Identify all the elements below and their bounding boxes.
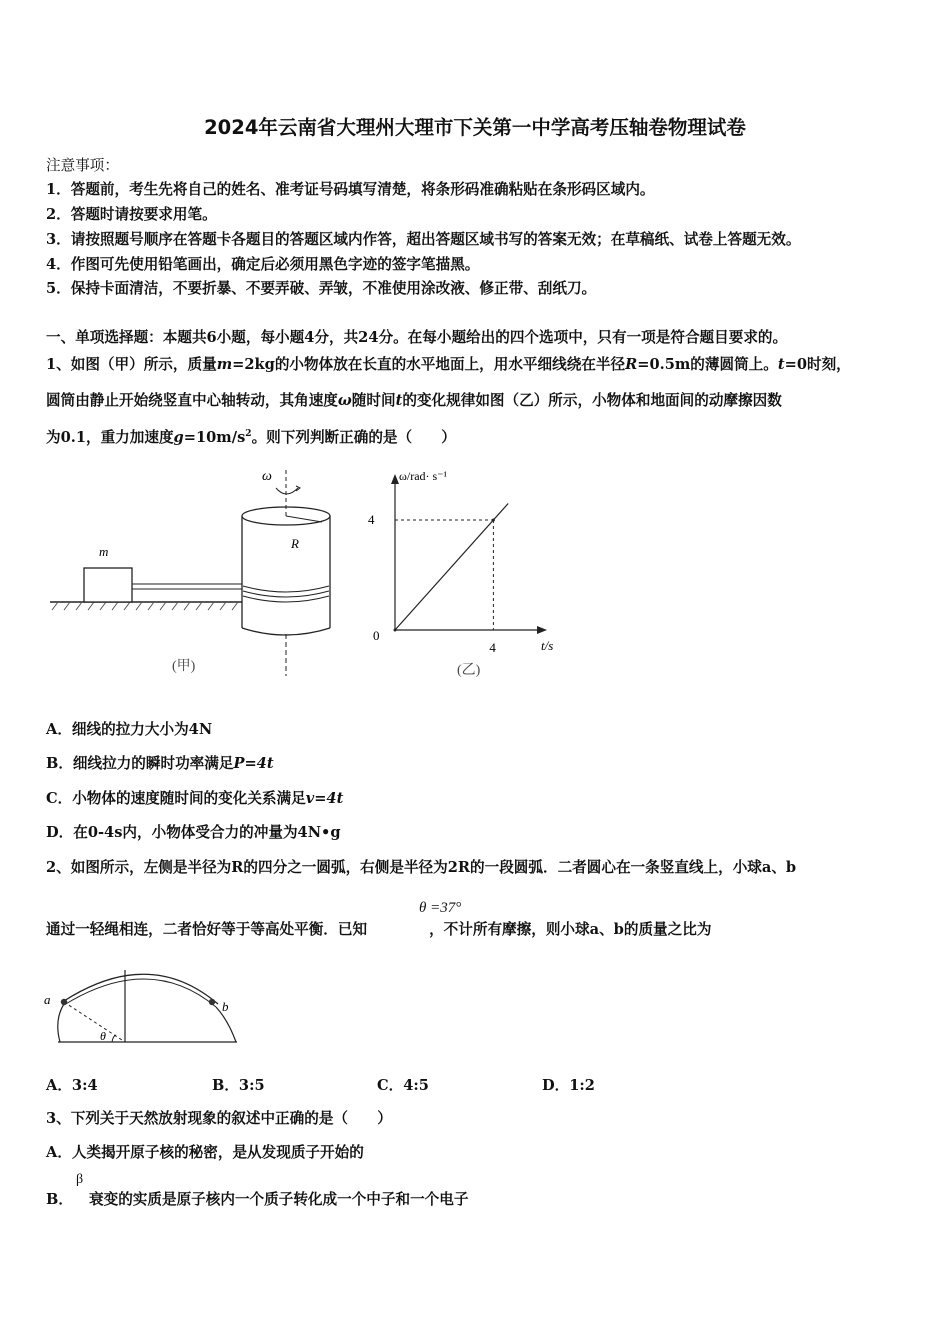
block-m: [84, 568, 132, 602]
q2-option-b: B．3:5: [212, 1077, 265, 1094]
figure-jia: [40, 462, 370, 682]
omega-label: ω: [262, 469, 272, 484]
figure-q2: [40, 960, 250, 1050]
notice-item: 5．保持卡面清洁，不要折暴、不要弄破、弄皱，不准使用涂改液、修正带、刮纸刀。: [46, 280, 597, 297]
q1-stem-line1: 1、如图（甲）所示，质量m=2kg的小物体放在长直的水平地面上，用水平细线绕在半径R=0.5m的薄圆筒上。t=0时刻，: [46, 356, 851, 373]
ball-a: [61, 999, 67, 1005]
q2-stem-line1: 2、如图所示，左侧是半径为R的四分之一圆弧，右侧是半径为2R的一段圆弧．二者圆心在一条竖直线上，小球a、b: [46, 859, 797, 876]
caption-yi: (乙): [457, 663, 481, 678]
x-axis-label: t/s: [541, 638, 554, 653]
label-b: b: [222, 999, 229, 1014]
q3-option-b-label: B．: [46, 1191, 73, 1208]
ball-b: [209, 999, 215, 1005]
caption-jia: (甲): [172, 659, 196, 674]
notice-heading: 注意事项：: [46, 157, 119, 174]
series-line: [395, 504, 508, 631]
q1-option-b: B．细线拉力的瞬时功率满足P=4t: [46, 755, 274, 772]
q1-option-c: C．小物体的速度随时间的变化关系满足v=4t: [46, 790, 344, 807]
data-point: [394, 629, 397, 632]
label-theta: θ: [100, 1029, 106, 1043]
q2-stem-line2: 通过一轻绳相连，二者恰好等于等高处平衡．已知 ，不计所有摩擦，则小球a、b的质量之比为: [46, 921, 712, 938]
q2-option-d: D．1:2: [542, 1077, 595, 1094]
y-tick-label: 4: [368, 512, 375, 527]
notice-item: 1．答题前，考生先将自己的姓名、准考证号码填写清楚，将条形码准确粘贴在条形码区域内。: [46, 181, 655, 198]
q1-stem-line3: 为0.1，重力加速度$g=10m/s^2$。则下列判断正确的是（ ）: [46, 429, 456, 446]
x-tick-label: 4: [489, 640, 496, 655]
q2-option-c: C．4:5: [377, 1077, 429, 1094]
q1-stem-line2: 圆筒由静止开始绕竖直中心轴转动，其角速度ω随时间t的变化规律如图（乙）所示，小物体和地面间的动摩擦因数: [46, 392, 782, 409]
notice-item: 3．请按照题号顺序在答题卡各题目的答题区域内作答，超出答题区域书写的答案无效；在草稿纸、试卷上答题无效。: [46, 231, 801, 248]
page-title: 2024年云南省大理州大理市下关第一中学高考压轴卷物理试卷: [204, 116, 746, 139]
beta-symbol: β: [76, 1172, 84, 1187]
q2-option-a: A．3:4: [46, 1077, 98, 1094]
q3-stem: 3、下列关于天然放射现象的叙述中正确的是（ ）: [46, 1110, 392, 1127]
data-point: [492, 519, 495, 522]
radius-label: R: [291, 536, 299, 551]
figure-yi-chart: [355, 462, 575, 682]
y-axis-label: ω/rad· s⁻¹: [399, 469, 448, 483]
section-heading: 一、单项选择题：本题共6小题，每小题4分，共24分。在每小题给出的四个选项中，只有一项是符合题目要求的。: [46, 329, 788, 346]
theta-expression: θ =37°: [419, 900, 462, 916]
origin-label: 0: [373, 628, 380, 643]
notice-item: 4．作图可先使用铅笔画出，确定后必须用黑色字迹的签字笔描黑。: [46, 256, 480, 273]
label-a: a: [44, 992, 51, 1007]
q1-option-a: A．细线的拉力大小为4N: [46, 721, 213, 738]
q3-option-a: A．人类揭开原子核的秘密，是从发现质子开始的: [46, 1144, 364, 1161]
q1-option-d: D．在0-4s内，小物体受合力的冲量为4N•g: [46, 824, 341, 841]
mass-label: m: [99, 544, 109, 559]
q3-option-b-text: 衰变的实质是原子核内一个质子转化成一个中子和一个电子: [89, 1191, 469, 1208]
notice-item: 2．答题时请按要求用笔。: [46, 206, 217, 223]
